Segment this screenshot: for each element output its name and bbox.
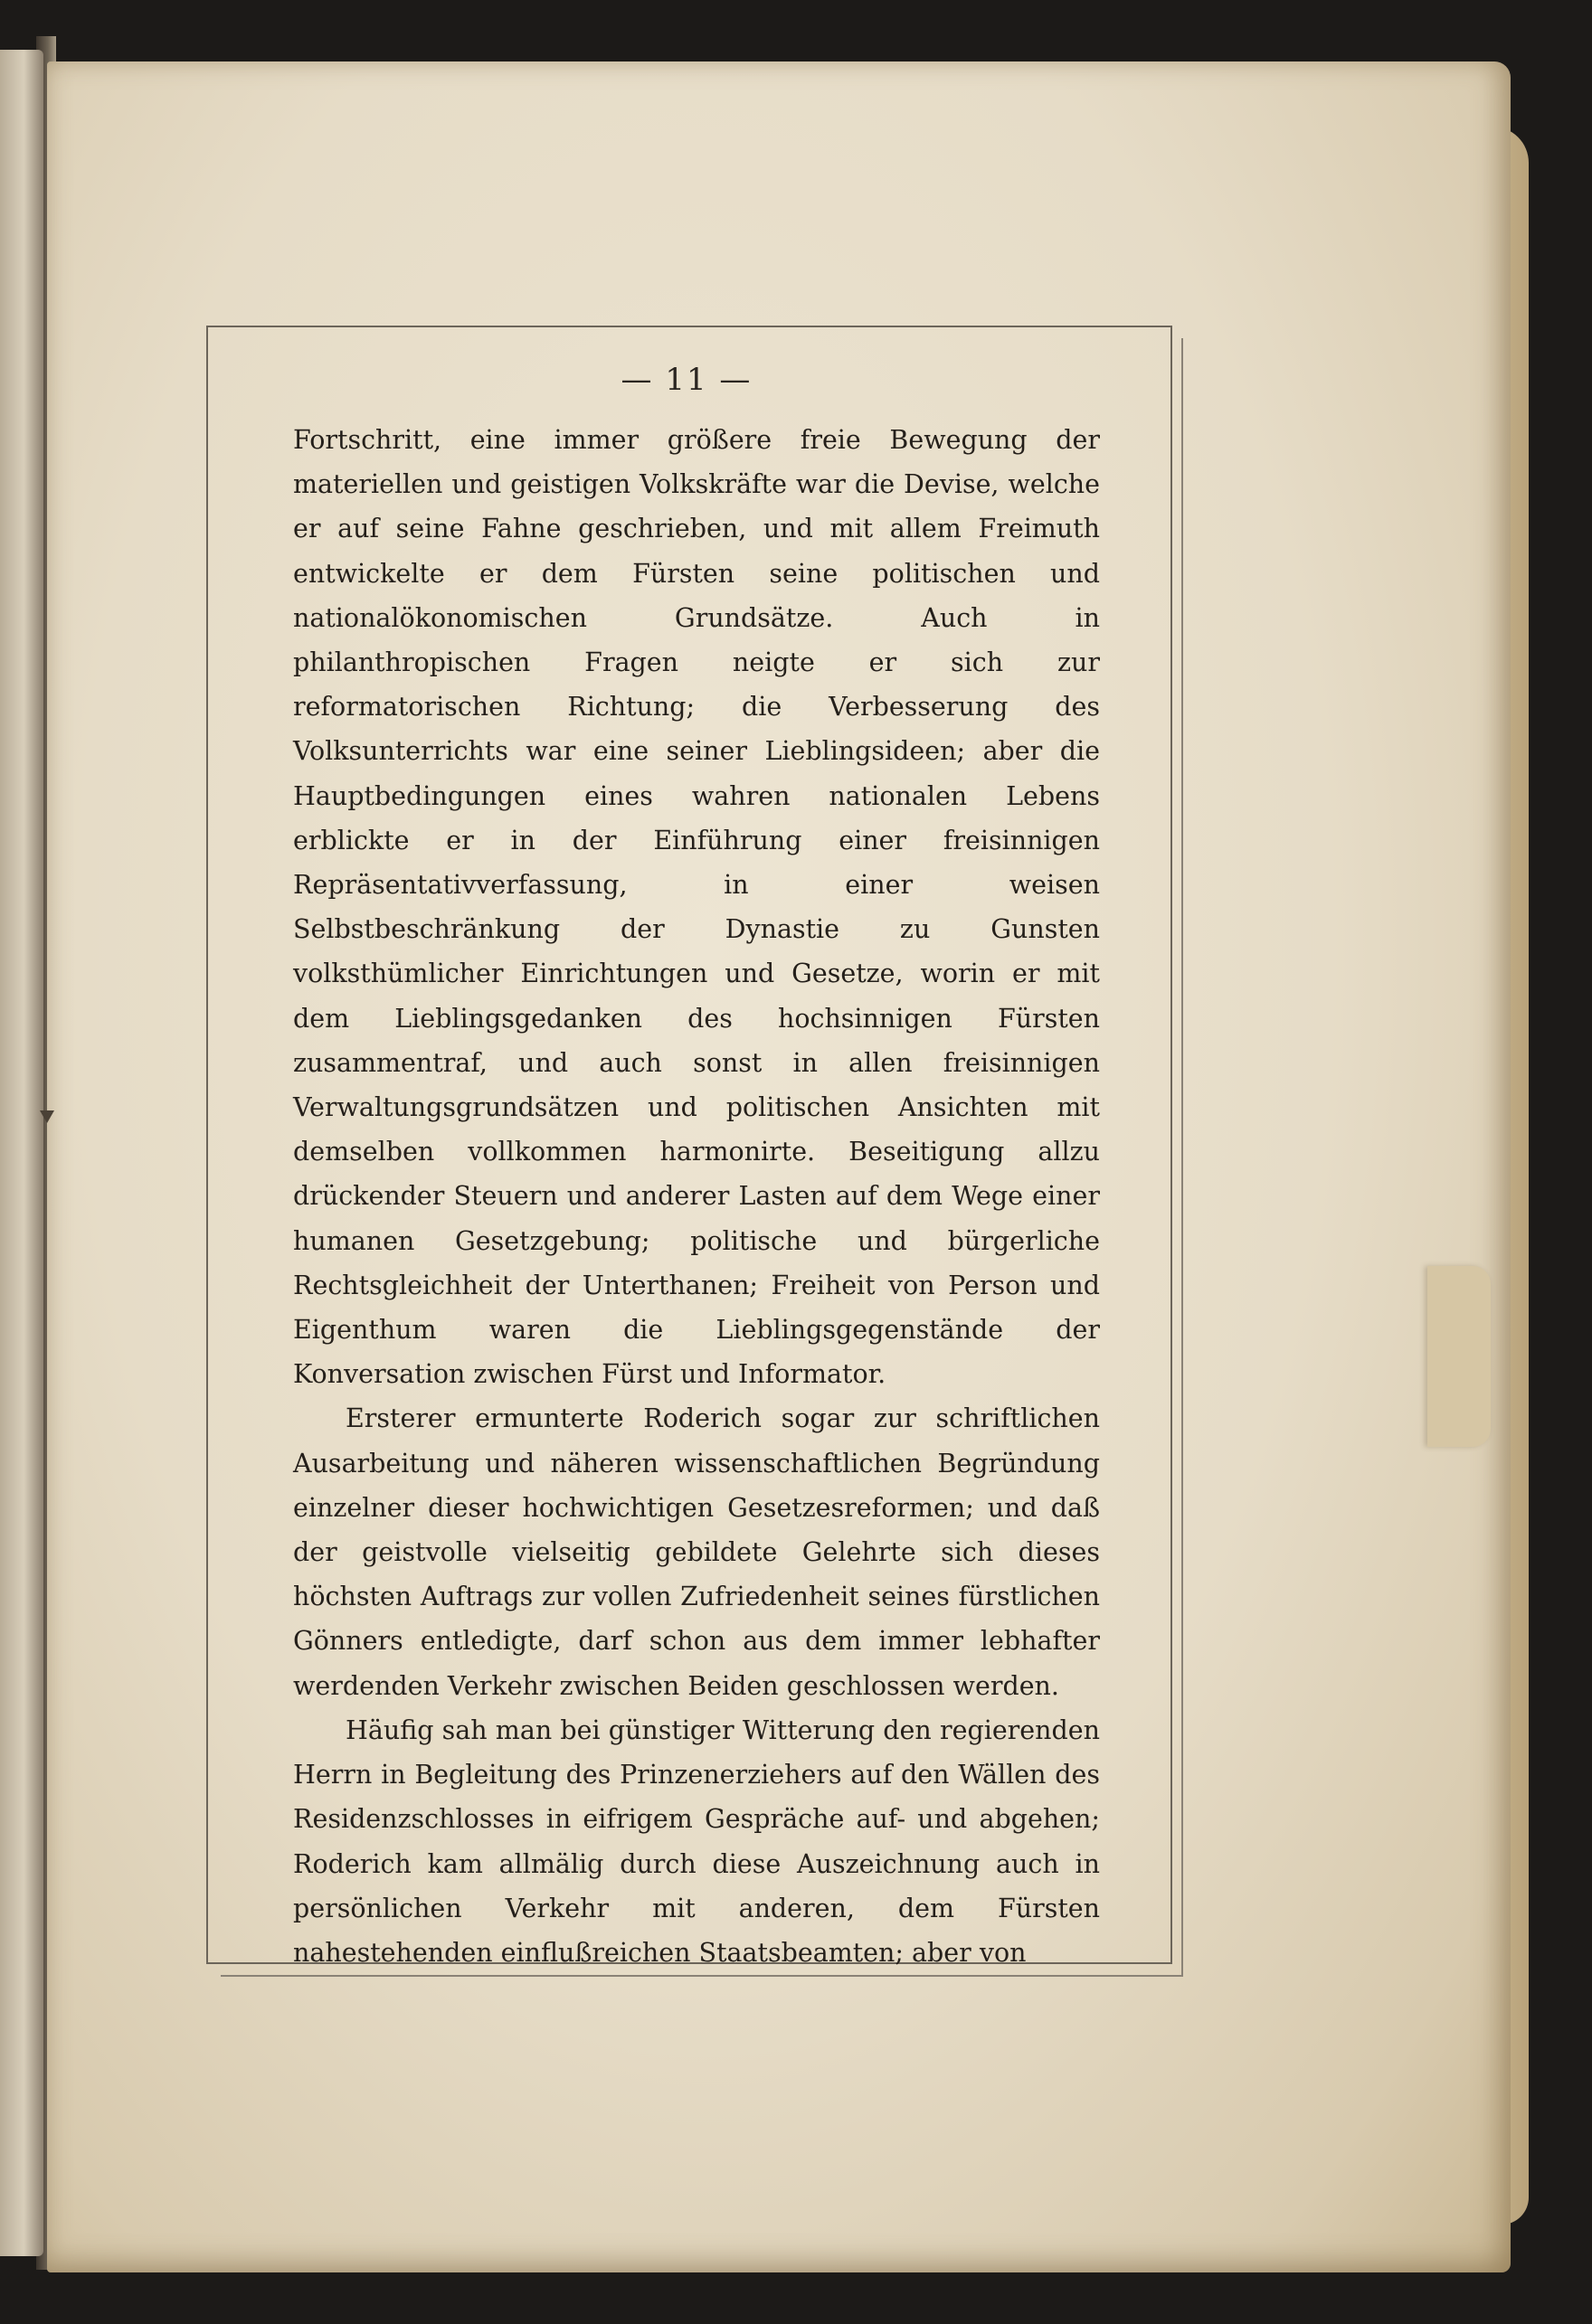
paragraph: Häufig sah man bei günstiger Witterung den regierenden Herrn in Begleitung des Prinzenerziehers auf den Wällen des Residenzschlosses in eifrigem Gespräche auf- und abgehen; Roderich kam allmälig durch diese Auszeichnung auch in persönlichen Verkehr mit anderen, dem Fürsten nahestehenden einflußreichen Staatsbeamten; aber von [293, 1715, 1100, 1968]
torn-page-flap [1427, 1266, 1491, 1447]
paragraph: Ersterer ermunterte Roderich sogar zur schriftlichen Ausarbeitung und näheren wissenschaftlichen Begründung einzelner dieser hochwichtigen Gesetzesreformen; und daß der geistvolle vielseitig gebildete Gelehrte sich dieses höchsten Auftrags zur vollen Zufriedenheit seines fürstlichen Gönners entledigte, darf schon aus dem immer lebhafter werdenden Verkehr zwischen Beiden geschlossen werden. [293, 1403, 1100, 1701]
page-number: — 11 — [621, 362, 753, 398]
previous-page-edge [0, 50, 43, 2256]
margin-mark [40, 1110, 54, 1123]
paragraph: Fortschritt, eine immer größere freie Bewegung der materiellen und geistigen Volkskräfte war die Devise, welche er auf seine Fahne geschrieben, und mit allem Freimuth entwickelte er dem Fürsten seine politischen und nationalökonomischen Grundsätze. Auch in philanthropischen Fragen neigte er sich zur reformatorischen Richtung; die Verbesserung des Volksunterrichts war eine seiner Lieblingsideen; aber die Hauptbedingungen eines wahren nationalen Lebens erblickte er in der Einführung einer freisinnigen Repräsentativverfassung, in einer weisen Selbstbeschränkung der Dynastie zu Gunsten volksthümlicher Einrichtungen und Gesetze, worin er mit dem Lieblingsgedanken des hochsinnigen Fürsten zusammentraf, und auch sonst in allen freisinnigen Verwaltungsgrundsätzen und politischen Ansichten mit demselben vollkommen harmonirte. Beseitigung allzu drückender Steuern und anderer Lasten auf dem Wege einer humanen Gesetzgebung; politische und bürgerliche Rechtsgleichheit der Unterthanen; Freiheit von Person und Eigenthum waren die Lieblingsgegenstände der Konversation zwischen Fürst und Informator. [293, 425, 1100, 1390]
body-text [293, 418, 1100, 1975]
